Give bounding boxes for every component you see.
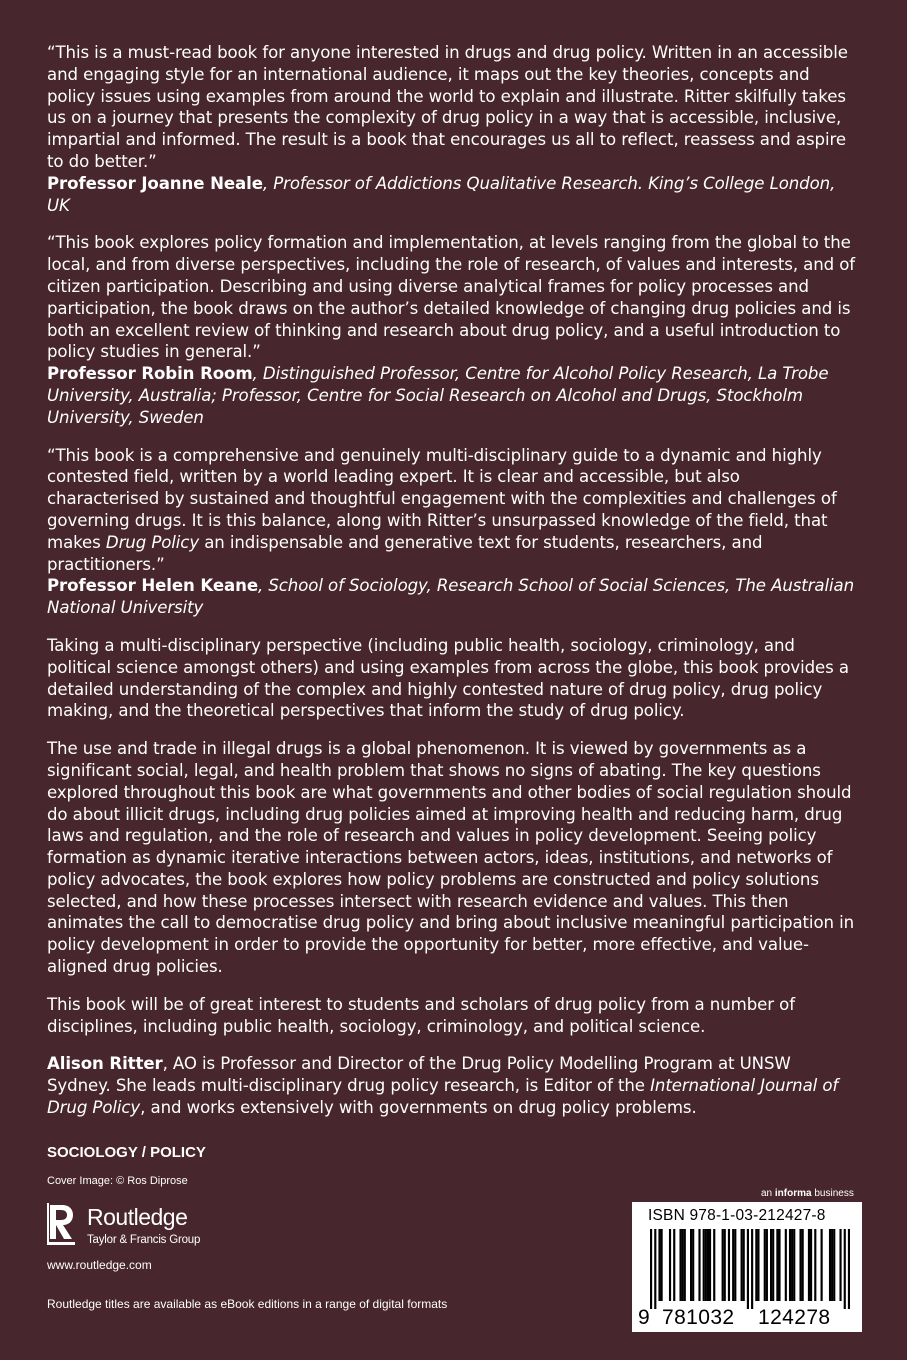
barcode-bar [722, 1229, 724, 1301]
barcode-bar [741, 1229, 743, 1301]
endorsement-attribution [47, 575, 857, 619]
author-bio-text-end: , and works extensively with governments on drug policy problems. [140, 1098, 697, 1118]
barcode-bar [751, 1229, 753, 1309]
endorsement-quote: “This book is a comprehensive and genuinely multi-disciplinary guide to a dynamic and highly contested field, written by a world leading expert. It is clear and accessible, but also characterised by sustained and thoughtful engagement with the complexities and challenges of governing drugs. It is this balance, along with Ritter’s unsurpassed knowledge of the field, that makes [47, 445, 837, 552]
barcode-bar [661, 1229, 663, 1301]
barcode-bar [709, 1229, 711, 1301]
barcode-bar [692, 1229, 694, 1301]
barcode-bar [658, 1229, 660, 1301]
author-name: Alison Ritter [47, 1054, 163, 1074]
endorser-name: Professor Robin Room [47, 364, 253, 384]
barcode-bar [669, 1229, 671, 1301]
barcode-bar [732, 1229, 734, 1301]
endorsement-attribution [47, 173, 857, 217]
barcode-bar [821, 1229, 823, 1301]
isbn-label: ISBN 978-1-03-212427-8 [648, 1207, 826, 1224]
barcode-bar [755, 1229, 757, 1301]
barcode-bar [747, 1229, 749, 1309]
isbn-first-digit: 9 [638, 1306, 651, 1329]
barcode-bar [770, 1229, 772, 1301]
barcode-bar [673, 1229, 675, 1301]
barcode-bar [650, 1229, 652, 1309]
barcode-bar [743, 1229, 745, 1301]
barcode-bar [793, 1229, 795, 1301]
subject-category: SOCIOLOGY / POLICY [47, 1144, 206, 1161]
barcode-bar [829, 1229, 831, 1301]
barcode-bar [684, 1229, 686, 1301]
publisher-name: Routledge [87, 1204, 188, 1230]
barcode-bar [703, 1229, 705, 1301]
description-paragraph-1: Taking a multi-disciplinary perspective (including public health, sociology, criminology, and political science amongst others) and using examples from across the globe, this book provides a detailed understanding of the complex and highly contested nature of drug policy, drug policy making, and the theoretical perspectives that inform the study of drug policy. [47, 635, 849, 721]
description-paragraph-2: The use and trade in illegal drugs is a global phenomenon. It is viewed by governments as a significant social, legal, and health problem that shows no signs of abating. The key questions explored throughout this book are what governments and other bodies of social regulation should do about illicit drugs, including drug policies aimed at improving health and reducing harm, drug laws and regulation, and the role of research and values in policy development. Seeing policy formation as dynamic iterative interactions between actors, ideas, institutions, and networks of policy advocates, the book explores how policy problems are constructed and policy solutions selected, and how these processes intersect with research evidence and values. This then animates the call to democratise drug policy and bring about inclusive meaningful participation in policy development in order to provide the opportunity for better, more effective, and value-aligned drug policies. [47, 739, 855, 977]
endorsement-3 [47, 445, 857, 619]
barcode-bar [808, 1229, 810, 1301]
barcode-bar [848, 1229, 850, 1309]
barcode-bar [682, 1229, 684, 1301]
publisher-website[interactable]: www.routledge.com [47, 1258, 152, 1272]
barcode-bar [831, 1229, 833, 1301]
barcode-bar [690, 1229, 692, 1301]
endorser-affiliation: , Distinguished Professor, Centre for Alcohol Policy Research, La Trobe University, Australia; Professor, Centre for Social Research on Alcohol and Drugs, Stockholm University, Sweden [47, 364, 829, 427]
barcode-bar [778, 1229, 780, 1301]
barcode-bar [785, 1229, 787, 1301]
barcode-bar [789, 1229, 791, 1301]
barcode-bar [833, 1229, 835, 1301]
endorsement-quote: “This book explores policy formation and implementation, at levels ranging from the global to the local, and from diverse perspectives, including the role of research, of values and interests, and of citizen participation. Describing and using diverse analytical frames for policy processes and participation, the book draws on the author’s detailed knowledge of changing drug policies and is both an excellent review of thinking and research about drug policy, and a useful introduction to policy studies in general.” [47, 233, 856, 362]
barcode-bar [757, 1229, 759, 1301]
barcode-bar [776, 1229, 778, 1301]
barcode-bar [802, 1229, 804, 1301]
barcode-bar [705, 1229, 707, 1301]
isbn-barcode [632, 1202, 862, 1332]
informa-brand: informa [774, 1188, 812, 1199]
barcode-bar [791, 1229, 793, 1301]
isbn-group-1: 781032 [662, 1306, 735, 1329]
endorsement-attribution [47, 363, 857, 428]
endorser-affiliation: , Professor of Addictions Qualitative Research. King’s College London, UK [47, 173, 836, 215]
endorsement-quote: “This is a must-read book for anyone interested in drugs and drug policy. Written in an accessible and engaging style for an international audience, it maps out the key theories, concepts and policy issues using examples from around the world to explain and illustrate. Ritter skilfully takes us on a journey that presents the complexity of drug policy in a way that is accessible, inclusive, impartial and informed. The result is a book that encourages us all to reflect, reassess and aspire to do better.” [47, 43, 848, 171]
endorsement-2 [47, 232, 857, 428]
barcode-bars [650, 1229, 850, 1309]
endorser-name: Professor Helen Keane [47, 576, 258, 596]
informa-suffix: business [811, 1188, 854, 1199]
endorser-affiliation: , School of Sociology, Research School of Social Sciences, The Australian National University [47, 576, 855, 618]
author-bio-text: , AO is Professor and Director of the Drug Policy Modelling Program at UNSW Sydney. She leads multi-disciplinary drug policy research, is Editor of the [47, 1054, 791, 1096]
barcode-bar [728, 1229, 730, 1301]
barcode-bar [772, 1229, 774, 1301]
barcode-bar [679, 1229, 681, 1301]
publisher-logo [47, 1203, 247, 1253]
cover-image-credit: Cover Image: © Ros Diprose [47, 1175, 188, 1187]
back-cover-text [47, 42, 857, 1135]
isbn-group-2: 124278 [758, 1306, 831, 1329]
barcode-bar [810, 1229, 812, 1301]
barcode-bar [799, 1229, 801, 1301]
barcode-bar [766, 1229, 768, 1301]
journal-title: International Journal of Drug Policy [47, 1076, 839, 1118]
barcode-bar [764, 1229, 766, 1301]
informa-prefix: an [761, 1188, 775, 1199]
author-bio [47, 1053, 857, 1118]
ebook-availability-note: Routledge titles are available as eBook editions in a range of digital formats [47, 1297, 448, 1311]
endorser-name: Professor Joanne Neale [47, 173, 263, 193]
barcode-bar [814, 1229, 816, 1301]
endorsement-quote-end: an indispensable and generative text for students, researchers, and practitioners.” [47, 532, 763, 574]
informa-business-tagline [761, 1188, 854, 1199]
routledge-r-icon [47, 1203, 75, 1249]
publisher-group: Taylor & Francis Group [87, 1234, 201, 1246]
barcode-bar [724, 1229, 726, 1301]
barcode-bar [654, 1229, 656, 1309]
barcode-bar [734, 1229, 736, 1301]
barcode-bar [713, 1229, 715, 1301]
endorsement-1 [47, 42, 857, 216]
barcode-bar [844, 1229, 846, 1309]
book-title-italic: Drug Policy [105, 532, 200, 552]
barcode-bar [839, 1229, 841, 1301]
barcode-bar [698, 1229, 700, 1301]
barcode-bar [707, 1229, 709, 1301]
description-paragraph-3: This book will be of great interest to students and scholars of drug policy from a number of disciplines, including public health, sociology, criminology, and political science. [47, 994, 795, 1036]
